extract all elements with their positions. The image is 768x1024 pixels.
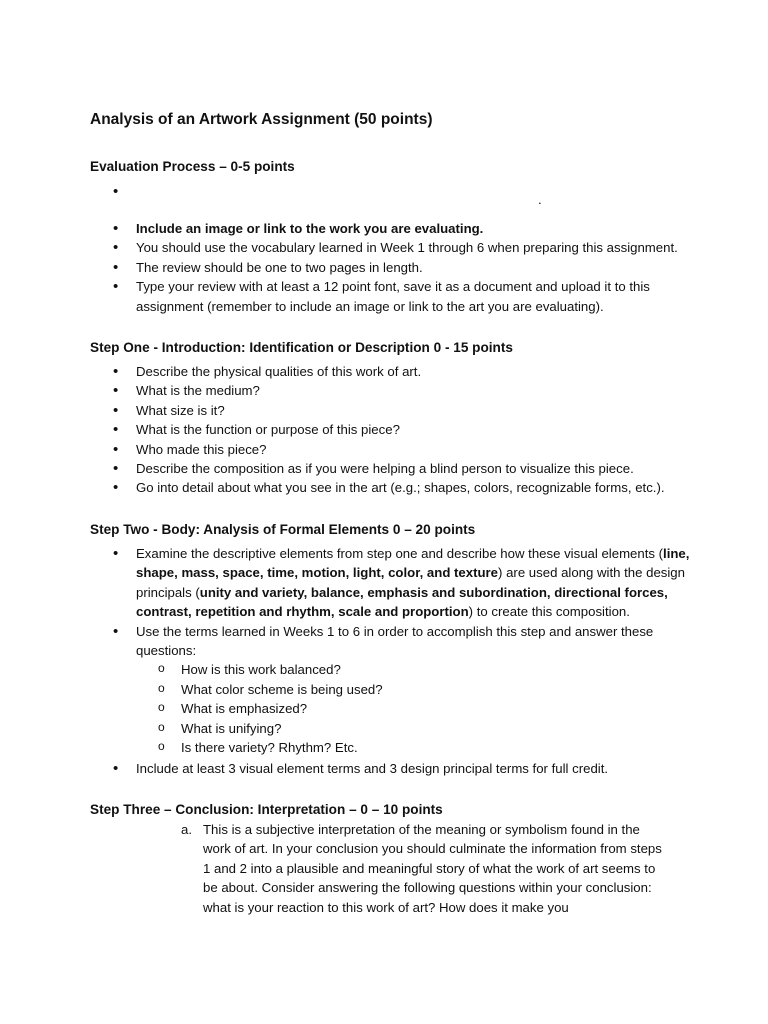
list-item: • Go into detail about what you see in the art (e.g.; shapes, colors, recognizable forms, etc.). <box>90 478 696 497</box>
list-item: o Is there variety? Rhythm? Etc. <box>90 738 696 757</box>
list-item: o What is unifying? <box>90 719 696 738</box>
item-marker: a. <box>181 822 192 837</box>
list-item: • You should use the vocabulary learned in Week 1 through 6 when preparing this assignment. <box>90 238 696 257</box>
stray-dot: • . <box>538 192 542 207</box>
list-item: a. This is a subjective interpretation of the meaning or symbolism found in the work of art. In your conclusion you should culminate the information from steps 1 and 2 into a plausible and meaningful story of what the work of art seems to be about. Consider answering the following questions within your conclusion: what is your reaction to this work of art? How does it make you <box>181 822 662 915</box>
step-three-heading: Step Three – Conclusion: Interpretation – 0 – 10 points <box>90 802 443 817</box>
list-item: • Examine the descriptive elements from step one and describe how these visual elements (line, shape, mass, space, time, motion, light, color, and texture) are used along with the design principals (unity and variety, balance, emphasis and subordination, directional forces, contrast, repetition and rhythm, scale and proportion) to create this composition. <box>90 544 696 622</box>
list-item: o How is this work balanced? <box>90 660 696 679</box>
step-two-list <box>90 544 690 779</box>
list-item: • What is the function or purpose of this piece? <box>90 420 696 439</box>
questions-list <box>90 660 696 757</box>
list-item: • Describe the physical qualities of this work of art. <box>90 362 696 381</box>
document-title: Analysis of an Artwork Assignment (50 points) <box>90 111 433 128</box>
evaluation-heading: Evaluation Process – 0-5 points <box>90 159 295 174</box>
list-item: • Use the terms learned in Weeks 1 to 6 in order to accomplish this step and answer these questions: o How is this work balanced? o What color scheme is being used? o What is emphasized? o What is unifying? o Is there variety? Rhythm? Etc. <box>90 622 696 758</box>
list-item <box>90 182 696 207</box>
evaluation-list <box>90 182 690 207</box>
step-two-heading: Step Two - Body: Analysis of Formal Elements 0 – 20 points <box>90 522 476 537</box>
list-item: o What color scheme is being used? <box>90 680 696 699</box>
list-item: o What is emphasized? <box>90 699 696 718</box>
list-item: • What size is it? <box>90 401 696 420</box>
list-item: • Include at least 3 visual element terms and 3 design principal terms for full credit. <box>90 759 696 778</box>
step-one-list <box>90 362 690 498</box>
step-one-heading: Step One - Introduction: Identification or Description 0 - 15 points <box>90 340 513 355</box>
list-item: • Type your review with at least a 12 point font, save it as a document and upload it to this assignment (remember to include an image or link to the art you are evaluating). <box>90 277 696 316</box>
list-item: • What is the medium? <box>90 381 696 400</box>
list-item: • Describe the composition as if you were helping a blind person to visualize this piece. <box>90 459 696 478</box>
list-item: • The review should be one to two pages in length. <box>90 258 696 277</box>
list-item: • Who made this piece? <box>90 440 696 459</box>
evaluation-list-cont <box>90 219 690 316</box>
list-item: • Include an image or link to the work you are evaluating. <box>90 219 696 238</box>
step-three-list <box>90 820 690 917</box>
